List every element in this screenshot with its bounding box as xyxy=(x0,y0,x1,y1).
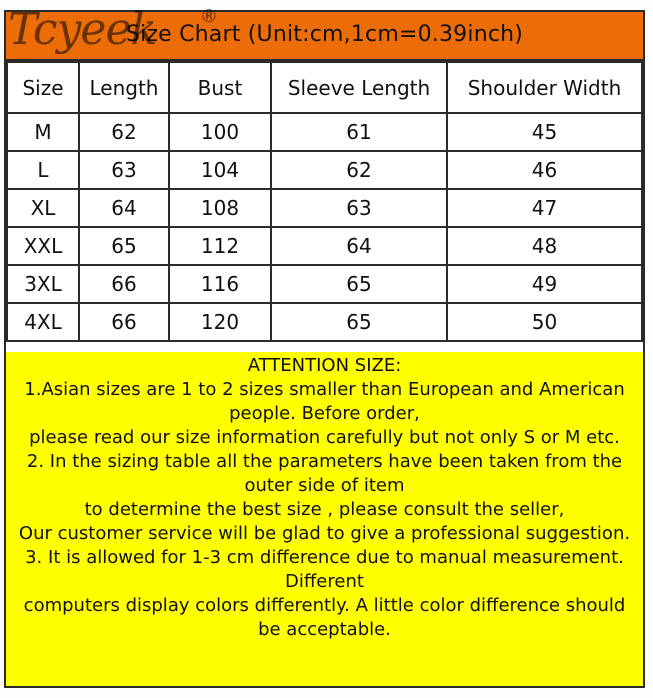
attention-notice xyxy=(6,352,643,686)
size-chart-title: Size Chart (Unit:cm,1cm=0.39inch) xyxy=(125,22,524,47)
table-row xyxy=(7,113,642,151)
table-header-row xyxy=(7,62,642,113)
cell-shoulder-width: 48 xyxy=(447,227,642,265)
cell-length: 66 xyxy=(79,265,169,303)
cell-bust: 104 xyxy=(169,151,271,189)
attention-line: please read our size information carefully but not only S or M etc. xyxy=(29,427,620,448)
size-chart-header xyxy=(6,4,643,61)
column-header-shoulder-width: Shoulder Width xyxy=(447,62,642,113)
cell-length: 66 xyxy=(79,303,169,341)
attention-line: 2. In the sizing table all the parameters have been taken from the outer side of item xyxy=(26,451,623,496)
attention-heading: ATTENTION SIZE: xyxy=(247,355,402,376)
cell-shoulder-width: 46 xyxy=(447,151,642,189)
cell-shoulder-width: 50 xyxy=(447,303,642,341)
attention-line: Our customer service will be glad to give a professional suggestion. xyxy=(18,523,631,544)
attention-line: 1.Asian sizes are 1 to 2 sizes smaller than European and American people. Before order, xyxy=(24,379,625,424)
cell-length: 64 xyxy=(79,189,169,227)
column-header-sleeve-length: Sleeve Length xyxy=(271,62,447,113)
attention-line: to determine the best size , please consult the seller, xyxy=(84,499,565,520)
table-row xyxy=(7,265,642,303)
column-header-bust: Bust xyxy=(169,62,271,113)
cell-sleeve-length: 65 xyxy=(271,303,447,341)
cell-bust: 100 xyxy=(169,113,271,151)
cell-sleeve-length: 63 xyxy=(271,189,447,227)
cell-size: XL xyxy=(7,189,79,227)
table-row xyxy=(7,227,642,265)
cell-sleeve-length: 64 xyxy=(271,227,447,265)
cell-shoulder-width: 47 xyxy=(447,189,642,227)
cell-size: M xyxy=(7,113,79,151)
brand-logo: Tcyeek xyxy=(8,4,157,55)
cell-length: 65 xyxy=(79,227,169,265)
size-table xyxy=(6,61,643,342)
size-chart xyxy=(4,4,645,688)
cell-size: XXL xyxy=(7,227,79,265)
cell-sleeve-length: 65 xyxy=(271,265,447,303)
column-header-length: Length xyxy=(79,62,169,113)
cell-sleeve-length: 61 xyxy=(271,113,447,151)
cell-size: L xyxy=(7,151,79,189)
table-row xyxy=(7,151,642,189)
cell-length: 63 xyxy=(79,151,169,189)
table-row xyxy=(7,189,642,227)
cell-length: 62 xyxy=(79,113,169,151)
attention-line: computers display colors differently. A little color difference should be acceptable. xyxy=(23,595,626,640)
cell-bust: 108 xyxy=(169,189,271,227)
cell-bust: 116 xyxy=(169,265,271,303)
attention-line: 3. It is allowed for 1-3 cm difference due to manual measurement. Different xyxy=(25,547,624,592)
cell-sleeve-length: 62 xyxy=(271,151,447,189)
column-header-size: Size xyxy=(7,62,79,113)
cell-size: 3XL xyxy=(7,265,79,303)
cell-size: 4XL xyxy=(7,303,79,341)
cell-bust: 112 xyxy=(169,227,271,265)
registered-mark-icon: ® xyxy=(200,6,218,27)
cell-shoulder-width: 49 xyxy=(447,265,642,303)
table-row xyxy=(7,303,642,341)
cell-shoulder-width: 45 xyxy=(447,113,642,151)
cell-bust: 120 xyxy=(169,303,271,341)
